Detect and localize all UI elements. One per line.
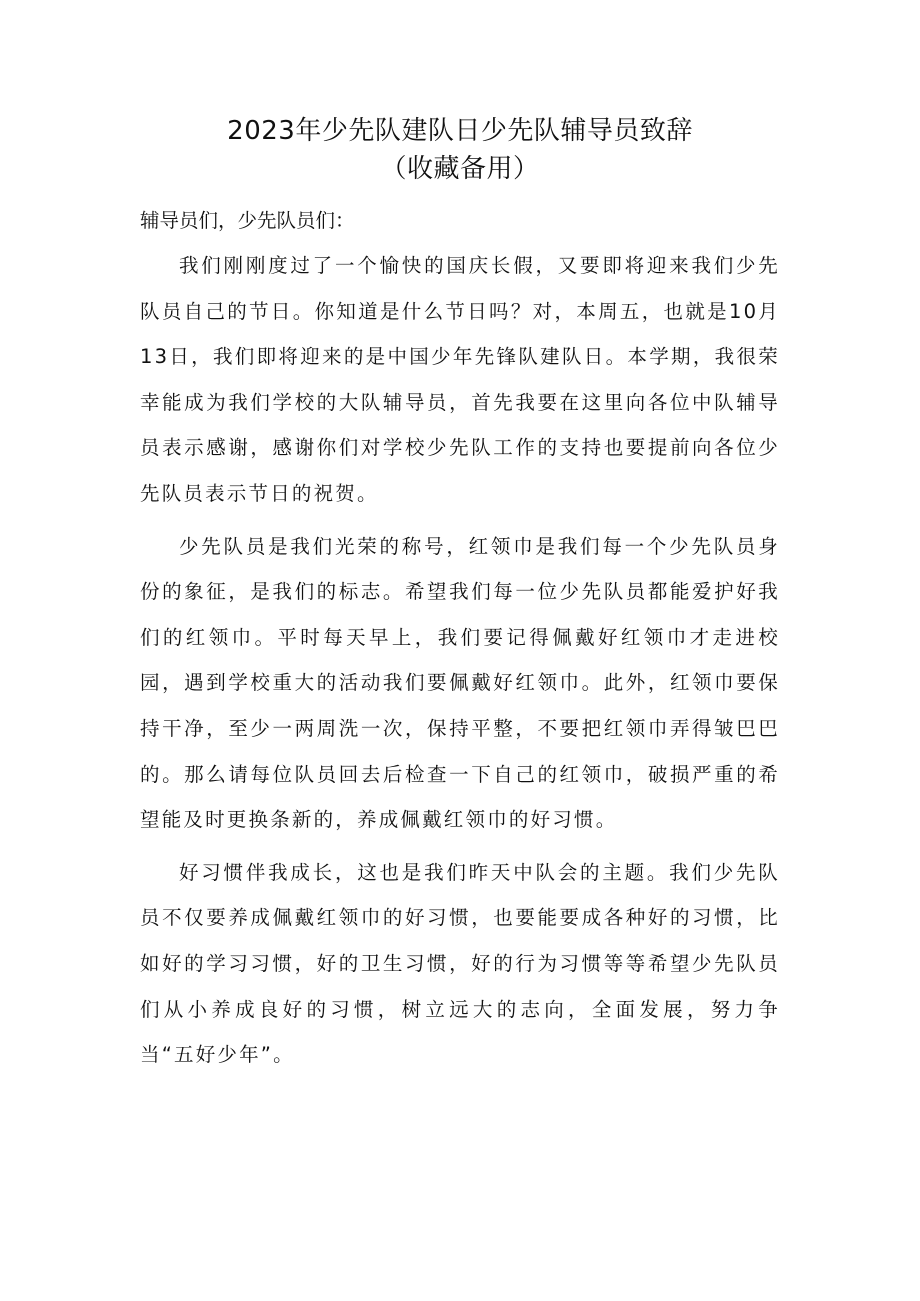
title-block [0, 112, 920, 188]
salutation: 辅导员们，少先队员们： [140, 209, 355, 232]
paragraph-2: 少先队员是我们光荣的称号，红领巾是我们每一个少先队员身份的象征，是我们的标志。希望我们每一位少先队员都能爱护好我们的红领巾。平时每天早上，我们要记得佩戴好红领巾才走进校园，遇到学校重大的活动我们要佩戴好红领巾。此外，红领巾要保持干净，至少一两周洗一次，保持平整，不要把红领巾弄得皱巴巴的。那么请每位队员回去后检查一下自己的红领巾，破损严重的希望能及时更换条新的，养成佩戴红领巾的好习惯。 [140, 534, 780, 832]
paragraph-1: 我们刚刚度过了一个愉快的国庆长假，又要即将迎来我们少先队员自己的节日。你知道是什么节日吗？对，本周五，也就是10月13日，我们即将迎来的是中国少年先锋队建队日。本学期，我很荣幸能成为我们学校的大队辅导员，首先我要在这里向各位中队辅导员表示感谢，感谢你们对学校少先队工作的支持也要提前向各位少先队员表示节日的祝贺。 [140, 254, 780, 505]
document-body [140, 198, 780, 1085]
document-title: 2023年少先队建队日少先队辅导员致辞 [227, 116, 693, 146]
paragraph-3: 好习惯伴我成长，这也是我们昨天中队会的主题。我们少先队员不仅要养成佩戴红领巾的好习惯，也要能要成各种好的习惯，比如好的学习习惯，好的卫生习惯，好的行为习惯等等希望少先队员们从小养成良好的习惯，树立远大的志向，全面发展，努力争当“五好少年”。 [140, 860, 780, 1067]
document-subtitle: （收藏备用） [380, 154, 540, 184]
